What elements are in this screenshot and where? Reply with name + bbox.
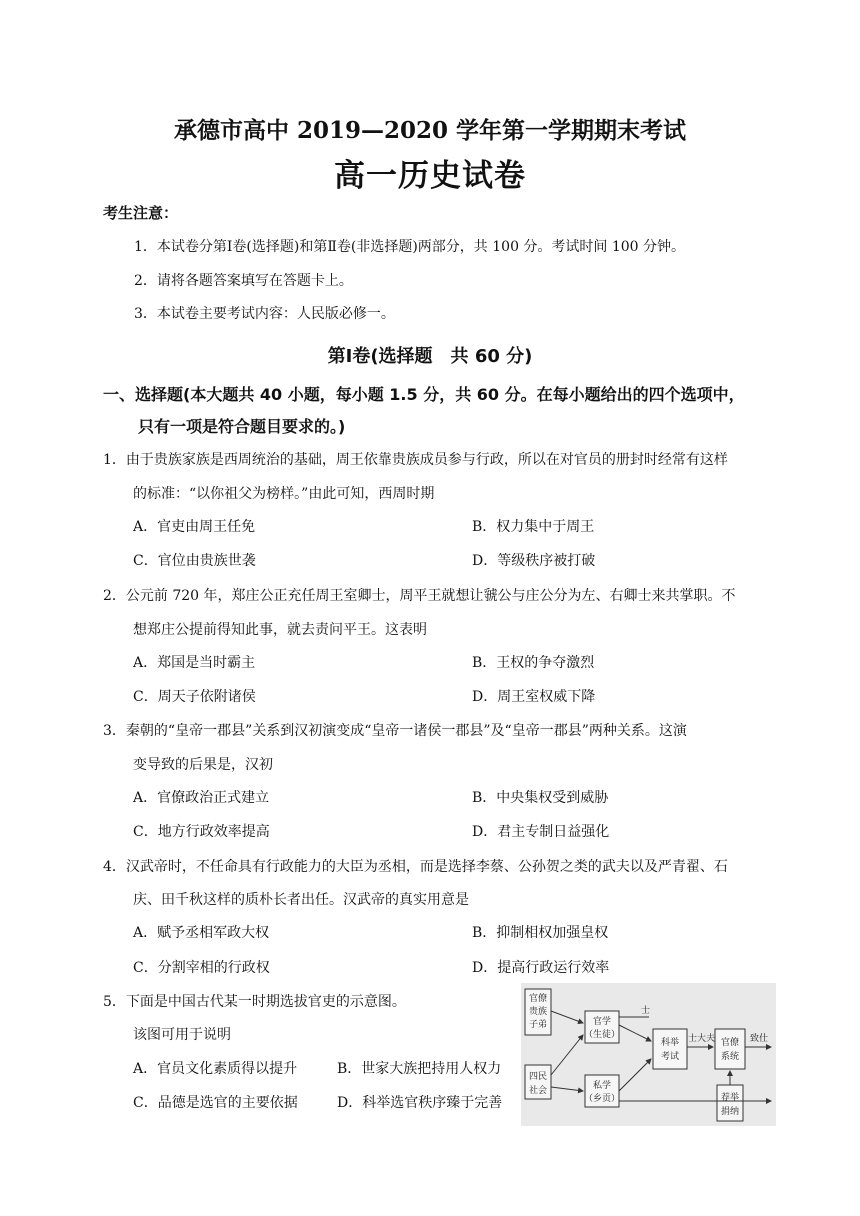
- question-1-option-d: D．等级秩序被打破: [472, 553, 596, 569]
- question-2-option-d: D．周王室权威下降: [472, 689, 596, 705]
- diagram-label: 子弟: [528, 1020, 548, 1030]
- question-2-stem: 2．公元前 720 年，郑庄公正充任周王室卿士，周平王就想让虢公与庄公分为左、右卿士来共掌职。不: [103, 588, 736, 604]
- diagram-label: 系统: [720, 1052, 740, 1062]
- diagram-label-zhishi: 致仕: [750, 1034, 769, 1044]
- arrow: [551, 1011, 583, 1023]
- question-2-option-b: B．王权的争夺激烈: [472, 655, 595, 671]
- question-5-option-b: B．世家大族把持用人权力: [337, 1061, 502, 1077]
- question-2-option-c: C．周天子依附诸侯: [133, 689, 256, 705]
- question-5-option-d: D．科举选官秩序臻于完善: [337, 1095, 503, 1111]
- question-1-option-a: A．官吏由周王任免: [133, 519, 256, 535]
- question-5-stem-cont: 该图可用于说明: [133, 1027, 231, 1043]
- question-4-option-a: A．赋予丞相军政大权: [133, 925, 270, 941]
- diagram-label: 科举: [660, 1038, 680, 1048]
- paper-title: 高一历史试卷: [334, 158, 526, 194]
- diagram-label-shidafu: 士大夫: [688, 1034, 716, 1044]
- box-keju: [653, 1029, 687, 1069]
- diagram-label: 考试: [660, 1052, 680, 1062]
- arrow: [551, 1087, 583, 1091]
- part-instructions: 一、选择题(本大题共 40 小题，每小题 1.5 分，共 60 分。在每小题给出的四个选项中，: [103, 385, 745, 404]
- exam-title: 承德市高中 2019—2020 学年第一学期期末考试: [173, 117, 687, 144]
- diagram-label: 私学: [592, 1081, 612, 1091]
- diagram-label-shi: 士: [641, 1006, 651, 1016]
- box-xitong: [715, 1029, 745, 1069]
- question-1-stem-cont: 的标准：“以你祖父为榜样。”由此可知，西周时期: [133, 486, 435, 502]
- diagram-label: （乡贡）: [583, 1094, 621, 1104]
- diagram-label: 官僚: [720, 1038, 740, 1048]
- diagram-label: 荐举: [720, 1093, 740, 1103]
- notice-item: 1．本试卷分第Ⅰ卷(选择题)和第Ⅱ卷(非选择题)两部分，共 100 分。考试时间 100 分钟。: [134, 239, 686, 255]
- question-5-stem: 5．下面是中国古代某一时期选拔官吏的示意图。: [103, 994, 406, 1010]
- question-3-option-c: C．地方行政效率提高: [133, 824, 270, 840]
- question-3-option-a: A．官僚政治正式建立: [133, 790, 270, 806]
- diagram-label: 官学: [592, 1017, 612, 1027]
- question-2-option-a: A．郑国是当时霸主: [133, 655, 256, 671]
- question-3-option-b: B．中央集权受到威胁: [472, 790, 609, 806]
- notice-heading: 考生注意：: [103, 204, 179, 222]
- question-4-option-d: D．提高行政运行效率: [472, 960, 610, 976]
- question-3-stem-cont: 变导致的后果是，汉初: [133, 757, 273, 773]
- question-2-stem-cont: 想郑庄公提前得知此事，就去责问平王。这表明: [133, 622, 427, 638]
- notice-item: 3．本试卷主要考试内容：人民版必修一。: [134, 306, 395, 322]
- diagram-label: 四民: [528, 1072, 548, 1082]
- question-4-stem: 4．汉武帝时，不任命具有行政能力的大臣为丞相，而是选择李蔡、公孙贺之类的武夫以及严青翟、石: [103, 859, 728, 875]
- question-3-option-d: D．君主专制日益强化: [472, 824, 610, 840]
- question-3-stem: 3．秦朝的“皇帝一郡县”关系到汉初演变成“皇帝一诸侯一郡县”及“皇帝一郡县”两种关系。这演: [103, 723, 687, 739]
- part-instructions-cont: 只有一项是符合题目要求的。): [138, 417, 346, 436]
- question-4-stem-cont: 庆、田千秋这样的质朴长者出任。汉武帝的真实用意是: [133, 892, 469, 908]
- question-4-option-b: B．抑制相权加强皇权: [472, 925, 609, 941]
- question-1-option-c: C．官位由贵族世袭: [133, 553, 256, 569]
- question-4-option-c: C．分割宰相的行政权: [133, 960, 270, 976]
- question-5-option-c: C．品德是选官的主要依据: [133, 1095, 298, 1111]
- question-5-option-a: A．官员文化素质得以提升: [133, 1061, 298, 1077]
- section-title: 第Ⅰ卷(选择题 共 60 分): [327, 346, 533, 367]
- arrow: [551, 1035, 583, 1075]
- diagram-label: 捐纳: [720, 1107, 740, 1117]
- diagram-label: 贵族: [528, 1007, 548, 1017]
- arrow: [619, 1059, 651, 1091]
- question-1-option-b: B．权力集中于周王: [472, 519, 595, 535]
- diagram-label: （生徒）: [583, 1030, 621, 1040]
- arrow: [619, 1025, 651, 1041]
- notice-item: 2．请将各题答案填写在答题卡上。: [134, 273, 353, 289]
- diagram-label: 官僚: [528, 994, 548, 1004]
- official-selection-diagram: [521, 983, 776, 1126]
- diagram-label: 社会: [528, 1086, 548, 1096]
- question-1-stem: 1．由于贵族家族是西周统治的基础，周王依靠贵族成员参与行政，所以在对官员的册封时经常有这样: [103, 452, 728, 468]
